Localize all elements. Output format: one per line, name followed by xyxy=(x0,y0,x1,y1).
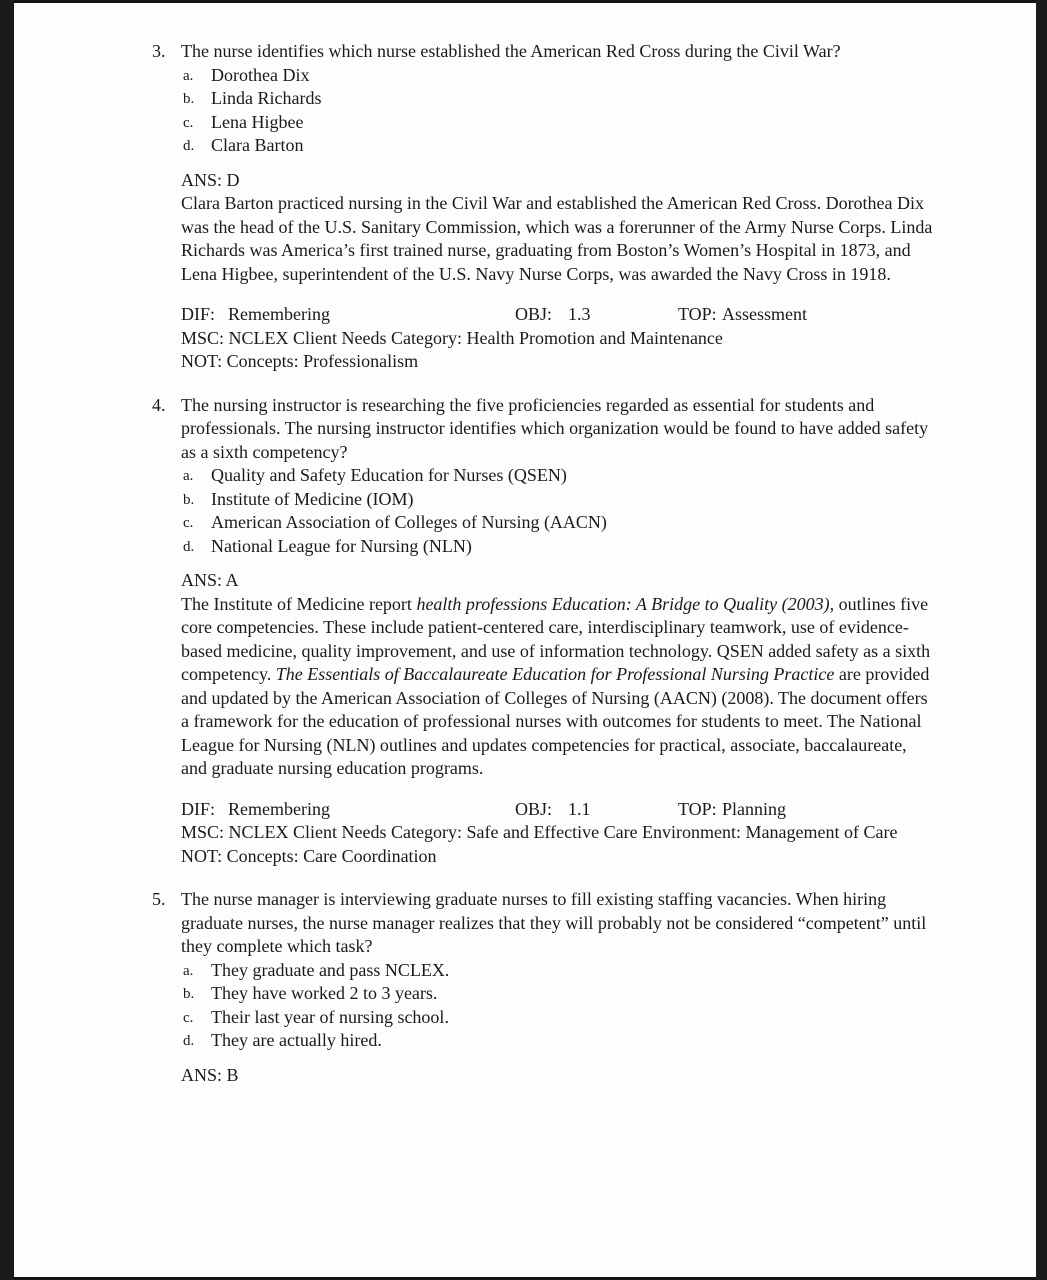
question-text: The nursing instructor is researching the five proficiencies regarded as essential for students and professionals. The nursing instructor identifies which organization would be found to have added safety as a sixth competency? xyxy=(181,394,929,462)
dif-label: DIF: xyxy=(181,798,216,819)
top-label: TOP: xyxy=(678,304,717,324)
meta-section xyxy=(152,798,951,869)
top-value: Assessment xyxy=(722,304,807,324)
dif-label: DIF: xyxy=(181,304,216,324)
dif-value: Remembering xyxy=(228,304,330,324)
option-text: They have worked 2 to 3 years. xyxy=(211,983,438,1003)
option-row xyxy=(181,87,952,111)
option-row xyxy=(181,959,952,983)
question-text: The nurse manager is interviewing graduate nurses to fill existing staffing vacancies. When hiring graduate nurses, the nurse manager realizes that they will probably not be considered “competent” until they complete which task? xyxy=(181,889,927,956)
right-scan-edge xyxy=(1036,0,1047,1280)
dif-obj-top-row xyxy=(181,798,951,822)
option-row xyxy=(181,464,952,488)
answer-section xyxy=(152,1064,952,1088)
obj-label: OBJ: xyxy=(515,304,553,324)
rationale xyxy=(181,192,933,286)
obj-value: 1.3 xyxy=(568,304,591,324)
obj-field xyxy=(515,303,678,327)
option-letter: d. xyxy=(183,1033,195,1049)
obj-field xyxy=(515,798,678,822)
question-number: 3. xyxy=(152,41,166,61)
document-page xyxy=(152,40,952,1087)
option-text: They graduate and pass NCLEX. xyxy=(211,959,450,980)
option-letter: a. xyxy=(183,468,194,484)
option-row xyxy=(181,535,952,559)
option-letter: d. xyxy=(183,138,195,154)
answer-line: ANS: A xyxy=(181,570,239,590)
option-text: American Association of Colleges of Nursing (AACN) xyxy=(211,512,607,532)
option-row xyxy=(181,64,952,88)
rationale-text: outlines five core competencies. These include patient-centered care, interdisciplinary teamwork, use of evidence-based medicine, quality improvement, and use of information technology. QSEN added safety as a sixth competency. xyxy=(181,593,931,684)
option-letter: a. xyxy=(183,962,194,979)
top-label: TOP: xyxy=(678,798,717,819)
option-row xyxy=(181,134,952,158)
msc-line: MSC: NCLEX Client Needs Category: Safe and Effective Care Environment: Management of Care xyxy=(181,822,898,842)
option-letter: c. xyxy=(183,114,194,131)
option-text: Quality and Safety Education for Nurses (QSEN) xyxy=(211,465,567,485)
option-row xyxy=(181,488,952,512)
option-letter: c. xyxy=(183,515,194,531)
option-letter: d. xyxy=(183,538,195,555)
option-text: Clara Barton xyxy=(211,135,304,155)
answer-line: ANS: D xyxy=(181,169,240,190)
not-line: NOT: Concepts: Professionalism xyxy=(181,351,419,371)
question-block-5 xyxy=(152,888,952,1053)
rationale-text: The Institute of Medicine report xyxy=(181,593,417,614)
option-letter: c. xyxy=(183,1009,194,1026)
option-letter: a. xyxy=(183,67,194,84)
dif-field xyxy=(181,798,515,822)
meta-section xyxy=(152,303,951,374)
option-letter: b. xyxy=(183,91,195,107)
option-text: Dorothea Dix xyxy=(211,64,310,85)
option-letter: b. xyxy=(183,986,195,1002)
not-line: NOT: Concepts: Care Coordination xyxy=(181,845,437,866)
dif-field xyxy=(181,303,515,327)
option-text: Linda Richards xyxy=(211,88,322,108)
rationale xyxy=(181,593,933,781)
question-number: 4. xyxy=(152,394,166,415)
option-text: Institute of Medicine (IOM) xyxy=(211,488,414,509)
option-text: Their last year of nursing school. xyxy=(211,1006,449,1027)
option-row xyxy=(181,111,952,135)
option-text: Lena Higbee xyxy=(211,111,304,132)
obj-label: OBJ: xyxy=(515,798,553,819)
left-scan-edge xyxy=(0,0,14,1280)
answer-section xyxy=(152,569,952,781)
dif-obj-top-row xyxy=(181,303,951,327)
top-value: Planning xyxy=(722,798,787,819)
rationale-text: Clara Barton practiced nursing in the Civil War and established the American Red Cross. Dorothea Dix was the head of the U.S. Sanitary Commission, which was a forerunner of the Army Nurse Corps. Linda Richards was America’s first trained nurse, graduating from Boston’s Women’s Hospital in 1873, and Lena Higbee, superintendent of the U.S. Navy Nurse Corps, was awarded the Navy Cross in 1918. xyxy=(181,193,933,284)
question-block-4 xyxy=(152,394,952,559)
question-number: 5. xyxy=(152,889,166,909)
option-text: National League for Nursing (NLN) xyxy=(211,535,472,556)
option-row xyxy=(181,982,952,1006)
option-text: They are actually hired. xyxy=(211,1030,382,1050)
top-field xyxy=(678,798,786,822)
answer-line: ANS: B xyxy=(181,1064,239,1085)
msc-line: MSC: NCLEX Client Needs Category: Health Promotion and Maintenance xyxy=(181,327,723,348)
option-row xyxy=(181,1006,952,1030)
rationale-italic-title: health professions Education: A Bridge to Quality (2003), xyxy=(416,593,835,614)
top-field xyxy=(678,303,807,327)
dif-value: Remembering xyxy=(228,798,330,819)
question-text: The nurse identifies which nurse established the American Red Cross during the Civil War? xyxy=(181,41,841,61)
option-row xyxy=(181,1029,952,1053)
answer-section xyxy=(152,169,952,287)
rationale-italic-title: The Essentials of Baccalaureate Education for Professional Nursing Practice xyxy=(275,664,835,684)
obj-value: 1.1 xyxy=(568,798,591,819)
top-scan-edge xyxy=(0,0,1047,3)
rationale-text: are provided and updated by the American Association of Colleges of Nursing (AACN) (2008). The document offers a framework for the education of professional nurses with outcomes for students to meet. The National League for Nursing (NLN) outlines and updates competencies for practical, associate, baccalaureate, and graduate nursing education programs. xyxy=(181,664,930,778)
option-letter: b. xyxy=(183,491,195,508)
question-block-3 xyxy=(152,40,952,158)
option-row xyxy=(181,511,952,535)
